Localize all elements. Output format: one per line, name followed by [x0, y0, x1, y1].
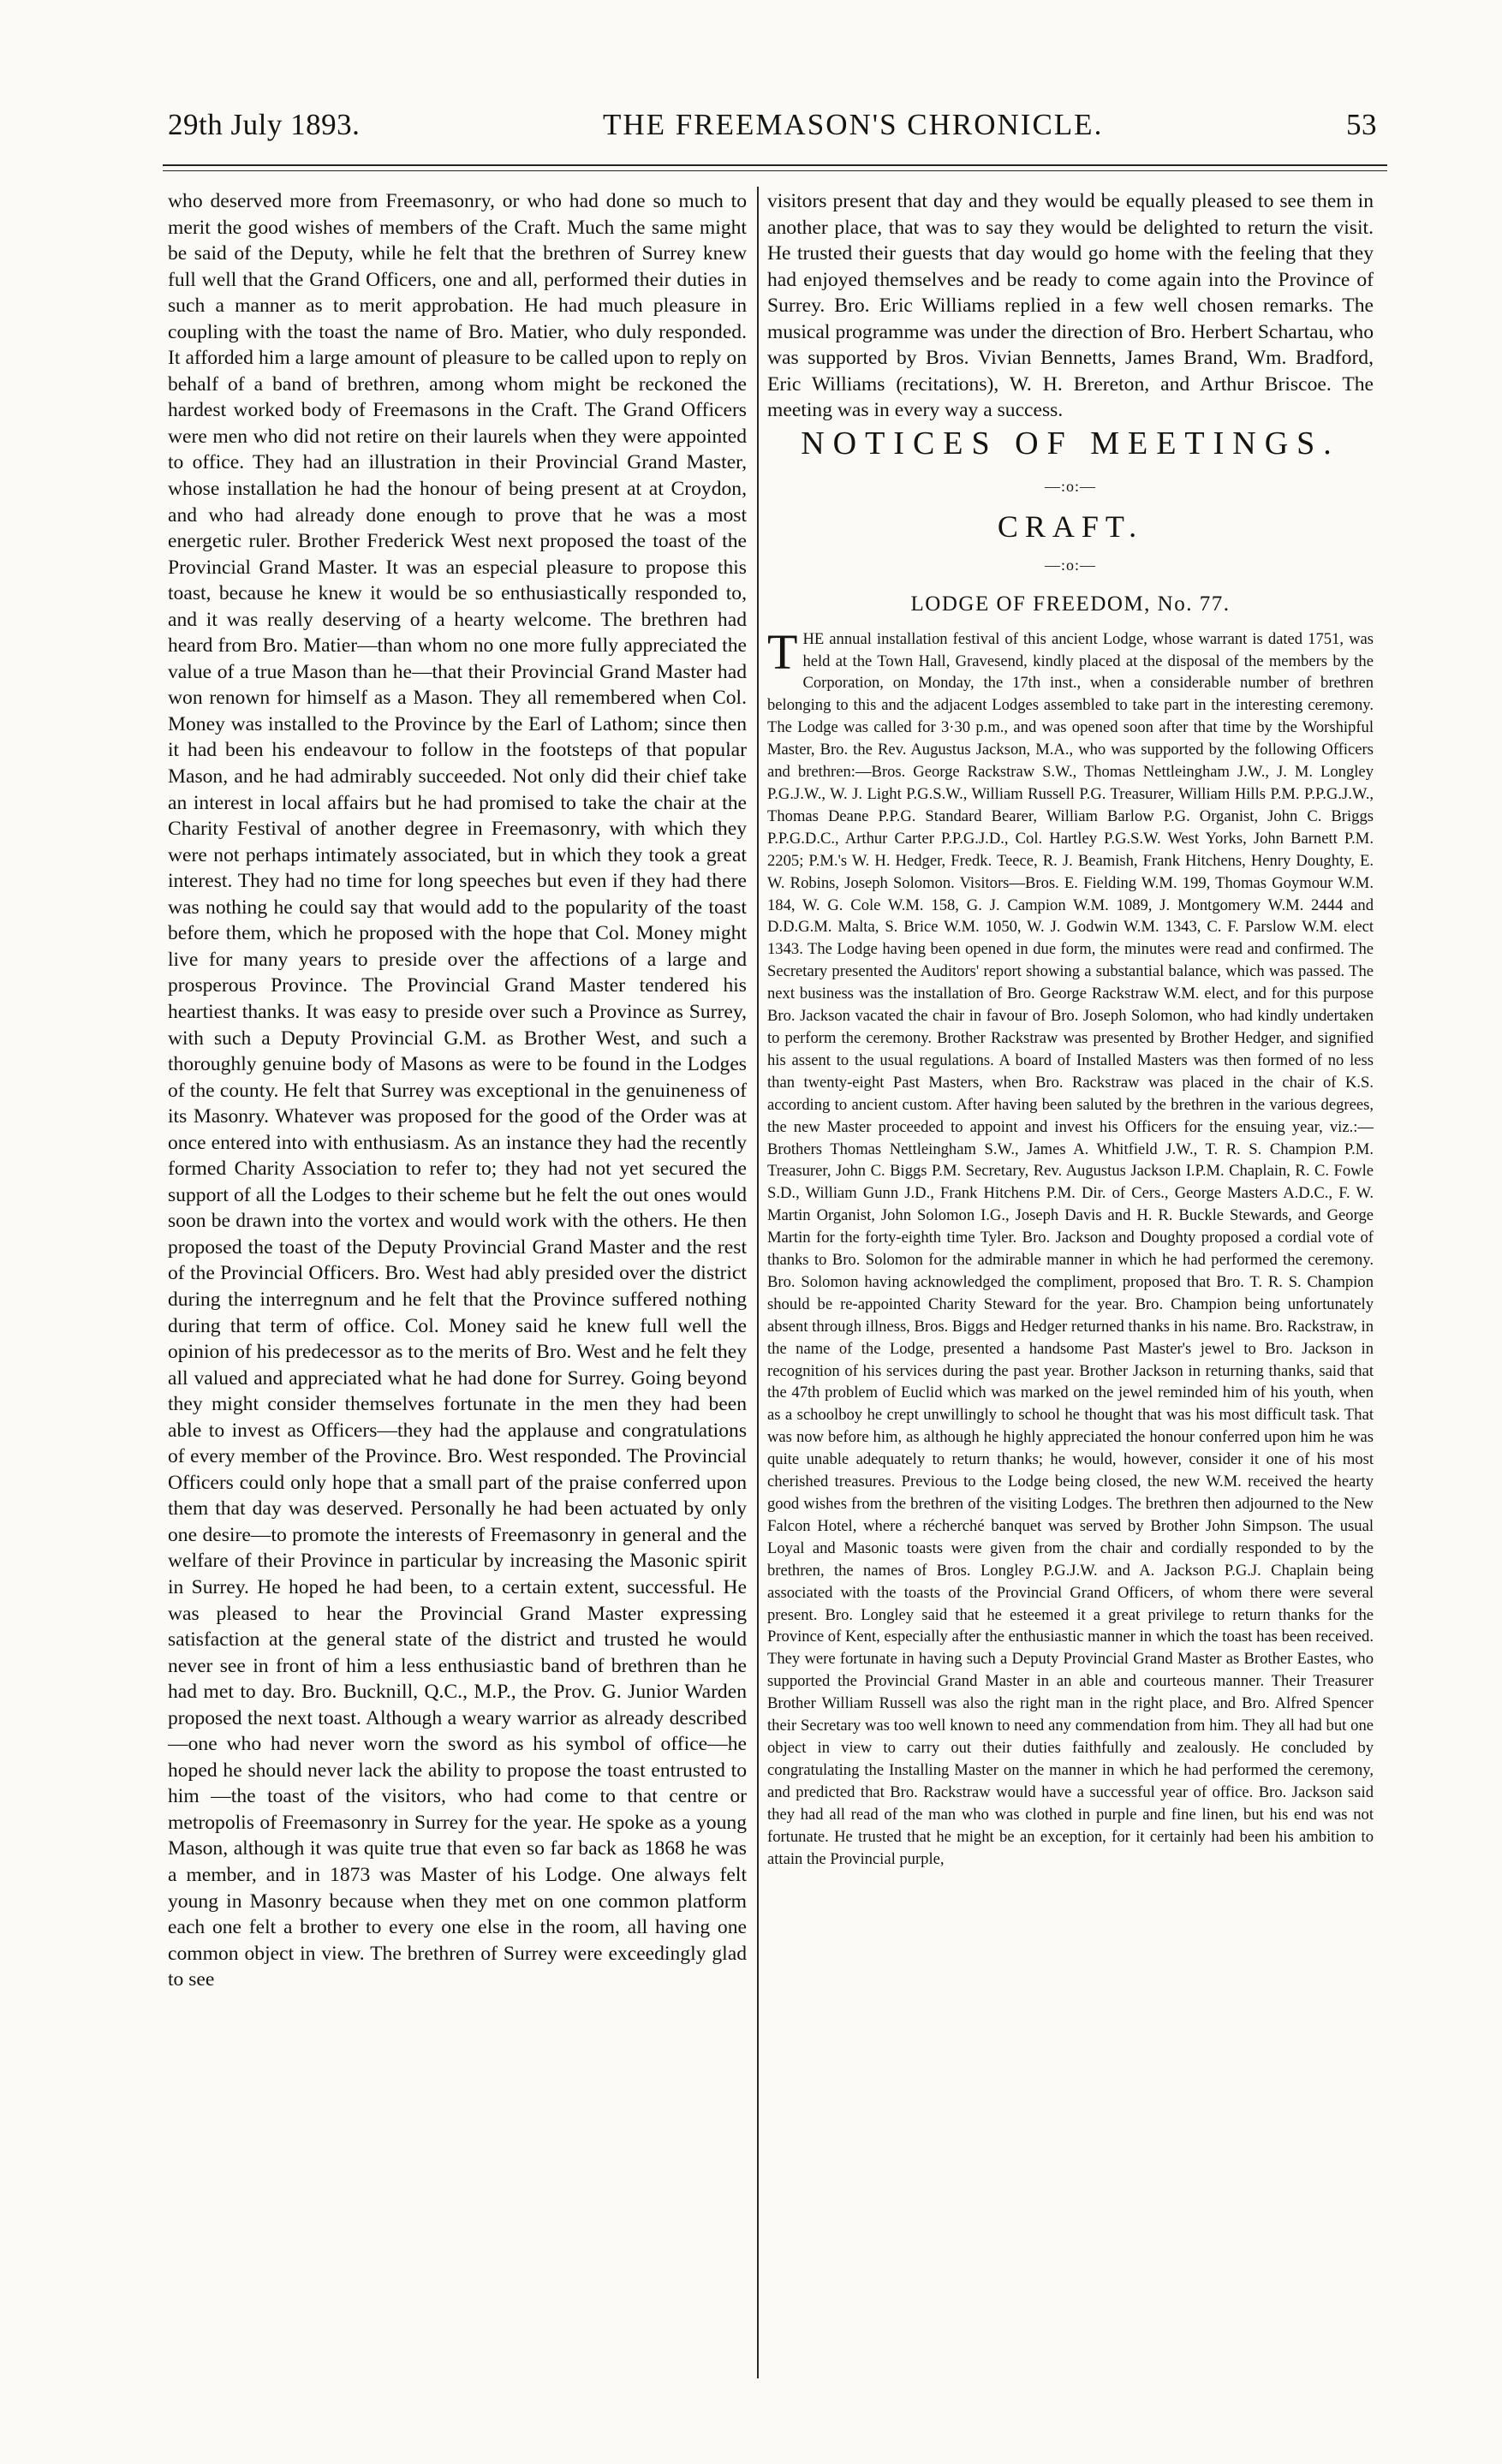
drop-cap: T	[767, 623, 798, 680]
ornament-divider: —:o:—	[1044, 478, 1096, 496]
right-column	[767, 188, 1374, 2380]
continued-article-text: visitors present that day and they would be equally pleased to see them in another place, that was to say they would be delighted to return the visit. He trusted their guests that day would go home with the feeling that they had enjoyed themselves and be ready to come again into the Province of Surrey. Bro. Eric Williams replied in a few well chosen remarks. The musical programme was under the direction of Bro. Herbert Schartau, who was supported by Bros. Vivian Bennetts, James Brand, Wm. Bradford, Eric Williams (recitations), W. H. Brereton, and Arthur Briscoe. The meeting was in every way a success.	[767, 190, 1374, 422]
subsection-heading: CRAFT.	[997, 509, 1144, 545]
section-heading: NOTICES OF MEETINGS.	[801, 425, 1340, 461]
header-rule-thin	[163, 170, 1387, 171]
left-column-text: who deserved more from Freemasonry, or who had done so much to merit the good wishes of members of the Craft. Much the same might be said of the Deputy, while he felt that the brethren of Surrey knew full well that the Grand Officers, one and all, performed their duties in such a manner as to merit approbation. He had much pleasure in coupling with the toast the name of Bro. Matier, who duly responded. It afforded him a large amount of pleasure to be called upon to reply on behalf of a band of brethren, among whom might be reckoned the hardest worked body of Freemasons in the Craft. The Grand Officers were men who did not retire on their laurels when they were appointed to office. They had an illustration in their Provincial Grand Master, whose installation he had the honour of being present at at Croydon, and who had already done enough to prove that he was a most energetic ruler. Brother Frederick West next proposed the toast of the Provincial Grand Master. It was an especial pleasure to propose this toast, because he knew it would be so enthusiastically responded to, and it was really deserving of a hearty welcome. The brethren had heard from Bro. Matier—than whom no one more fully appreciated the value of a true Mason than he—that their Provincial Grand Master had won renown for himself as a Mason. They all remembered when Col. Money was installed to the Province by the Earl of Lathom; since then it had been his endeavour to follow in the footsteps of that popular Mason, and he had admirably succeeded. Not only did their chief take an interest in local affairs but he had promised to take the chair at the Charity Festival of another degree in Freemasonry, with which they were not perhaps intimately associated, but in which they took a great interest. They had no time for long speeches but even if they had there was nothing he could say that would add to the popularity of the toast before them, which he proposed with the hope that Col. Money might live for many years to preside over the affections of a large and prosperous Province. The Provincial Grand Master tendered his heartiest thanks. It was easy to preside over such a Province as Surrey, with such a Deputy Provincial G.M. as Brother West, and such a thoroughly genuine body of Masons as were to be found in the Lodges of the county. He felt that Surrey was exceptional in the genuineness of its Masonry. Whatever was proposed for the good of the Order was at once entered into with enthusiasm. As an instance they had the recently formed Charity Association to refer to; they had not yet secured the support of all the Lodges to their scheme but he felt the out ones would soon be drawn into the vortex and would work with the others. He then proposed the toast of the Deputy Provincial Grand Master and the rest of the Provincial Officers. Bro. West had ably presided over the district during the interregnum and he felt that the Province suffered nothing during that term of office. Col. Money said he knew full well the opinion of his predecessor as to the merits of Bro. West and he felt they all valued and appreciated what he had done for Surrey. Going beyond they might consider themselves fortunate in the men they had been able to invest as Officers—they had the applause and congratulations of every member of the Province. Bro. West responded. The Provincial Officers could only hope that a small part of the praise conferred upon them that day was deserved. Personally he had been actuated by only one desire—to promote the interests of Freemasonry in general and the welfare of their Province in particular by increasing the Masonic spirit in Surrey. He hoped he had been, to a certain extent, successful. He was pleased to hear the Provincial Grand Master expressing satisfaction at the general state of the district and trusted he would never see in front of him a less enthusiastic band of brethren than he had met to day. Bro. Bucknill, Q.C., M.P., the Prov. G. Junior Warden proposed the next toast. Although a weary warrior as already described—one who had never worn the sword as his symbol of office—he hoped he should never lack the ability to propose the toast entrusted to him —the toast of the visitors, who had come to that centre or metropolis of Freemasonry in Surrey for the year. He spoke as a young Mason, although it was quite true that even so far back as 1868 he was a member, and in 1873 was Master of his Lodge. One always felt young in Masonry because when they met on one common platform each one felt a brother to every one else in the room, all having one common object in view. The brethren of Surrey were exceedingly glad to see	[168, 190, 747, 1991]
lodge-report	[767, 623, 1374, 1871]
left-column	[168, 188, 747, 2380]
publication-title: THE FREEMASON'S CHRONICLE.	[603, 108, 1104, 141]
issue-date: 29th July 1893.	[168, 108, 361, 141]
column-divider	[757, 187, 759, 2378]
page-header	[168, 92, 1377, 158]
lodge-report-text: HE annual installation festival of this ancient Lodge, whose warrant is dated 1751, was held at the Town Hall, Gravesend, kindly placed at the disposal of the members by the Corporation, on Monday, the 17th inst., when a considerable number of brethren belonging to this and the adjacent Lodges assembled to take part in the interesting ceremony. The Lodge was called for 3·30 p.m., and was opened soon after that time by the Worshipful Master, Bro. the Rev. Augustus Jackson, M.A., who was supported by the following Officers and brethren:—Bros. George Rackstraw S.W., Thomas Nettleingham J.W., J. M. Longley P.G.J.W., W. J. Light P.G.S.W., William Russell P.G. Treasurer, William Hills P.M. P.P.G.J.W., Thomas Deane P.P.G. Standard Bearer, William Barlow P.G. Organist, John C. Briggs P.P.G.D.C., Arthur Carter P.P.G.J.D., Col. Hartley P.G.S.W. West Yorks, John Barnett P.M. 2205; P.M.'s W. H. Hedger, Fredk. Teece, R. J. Beamish, Frank Hitchens, Henry Doughty, E. W. Robins, Joseph Solomon. Visitors—Bros. E. Fielding W.M. 199, Thomas Goymour W.M. 184, W. G. Cole W.M. 158, G. J. Campion W.M. 1089, J. Montgomery W.M. 2444 and D.D.G.M. Malta, S. Brice W.M. 1050, W. J. Godwin W.M. 1343, C. F. Parslow W.M. elect 1343. The Lodge having been opened in due form, the minutes were read and confirmed. The Secretary presented the Auditors' report showing a substantial balance, which was passed. The next business was the installation of Bro. George Rackstraw W.M. elect, and for this purpose Bro. Jackson vacated the chair in favour of Bro. Joseph Solomon, who had kindly undertaken to perform the ceremony. Brother Rackstraw was presented by Brother Hedger, and signified his assent to the usual regulations. A board of Installed Masters was then formed of no less than twenty-eight Past Masters, when Bro. Rackstraw was placed in the chair of K.S. according to ancient custom. After having been saluted by the brethren in the various degrees, the new Master proceeded to appoint and invest his Officers for the ensuing year, viz.:—Brothers Thomas Nettleingham S.W., James A. Whitfield J.W., T. R. S. Champion P.M. Treasurer, John C. Biggs P.M. Secretary, Rev. Augustus Jackson I.P.M. Chaplain, R. C. Fowle S.D., William Gunn J.D., Frank Hitchens P.M. Dir. of Cers., George Masters A.D.C., F. W. Martin Organist, John Solomon I.G., Joseph Davis and H. R. Buckle Stewards, and George Martin for the forty-eighth time Tyler. Bro. Jackson and Doughty proposed a cordial vote of thanks to Bro. Solomon for the admirable manner in which he had performed the ceremony. Bro. Solomon having acknowledged the compliment, proposed that Bro. T. R. S. Champion should be re-appointed Charity Steward for the year. Bro. Champion being unfortunately absent through illness, Bros. Biggs and Hedger returned thanks in his name. Bro. Rackstraw, in the name of the Lodge, presented a handsome Past Master's jewel to Bro. Jackson in recognition of his services during the past year. Brother Jackson in returning thanks, said that the 47th problem of Euclid which was marked on the jewel reminded him of his youth, when as a schoolboy he crept unwillingly to school he thought that was his most difficult task. That was now before him, as although he highly appreciated the honour conferred upon him he was quite unable adequately to return thanks; he would, however, consider it one of his most cherished treasures. Previous to the Lodge being closed, the new W.M. received the hearty good wishes from the brethren of the visiting Lodges. The brethren then adjourned to the New Falcon Hotel, where a récherché banquet was served by Brother John Simpson. The usual Loyal and Masonic toasts were given from the chair and cordially responded to by the brethren, the names of Bros. Longley P.G.J.W. and A. Jackson P.G.J. Chaplain being associated with the toasts of the Provincial Grand Officers, of whom there were several present. Bro. Longley said that he esteemed it a great privilege to return thanks for the Province of Kent, especially after the enthusiastic manner in which the toast has been received. They were fortunate in having such a Deputy Provincial Grand Master as Brother Eastes, who supported the Provincial Grand Master in an able and courteous manner. Their Treasurer Brother William Russell was also the right man in the right place, and Bro. Alfred Spencer their Secretary was too well known to need any commendation from him. They all had but one object in view to carry out their duties faithfully and zealously. He concluded by congratulating the Installing Master on the manner in which he had performed the ceremony, and predicted that Bro. Rackstraw would have a successful year of office. Bro. Jackson said they had all read of the man who was clothed in purple and fine linen, but his end was not fortunate. He trusted that he might be an exception, for it certainly had been his ambition to attain the Provincial purple,	[767, 629, 1374, 1868]
page-number: 53	[1346, 108, 1377, 141]
lodge-heading: LODGE OF FREEDOM, No. 77.	[910, 592, 1231, 616]
header-rule	[163, 164, 1387, 166]
ornament-divider-2: —:o:—	[1044, 556, 1096, 574]
